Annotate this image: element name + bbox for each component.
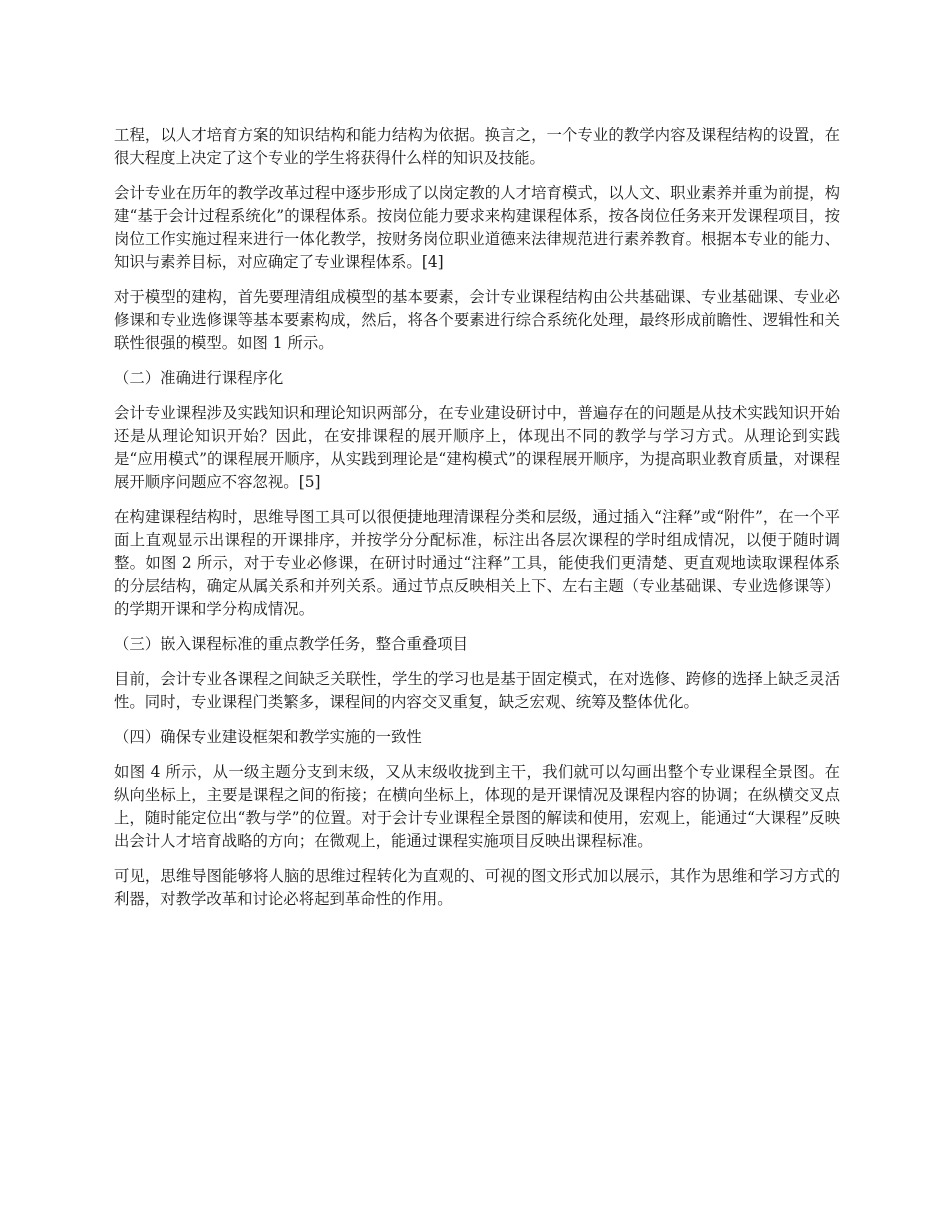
document-body xyxy=(114,124,840,923)
paragraph: 在构建课程结构时，思维导图工具可以很便捷地理清课程分类和层级，通过插入“注释”或“附件”，在一个平面上直观显示出课程的开课排序，并按学分分配标准，标注出各层次课程的学时组成情况，以便于随时调整。如图 2 所示，对于专业必修课，在研讨时通过“注释”工具，能使我们更清楚、更直观地读取课程体系的分层结构，确定从属关系和并列关系。通过节点反映相关上下、左右主题（专业基础课、专业选修课等）的学期开课和学分构成情况。 xyxy=(114,508,840,618)
section-heading: （三）嵌入课程标准的重点教学任务，整合重叠项目 xyxy=(114,635,468,653)
paragraph: 如图 4 所示，从一级主题分支到末级，又从末级收拢到主干，我们就可以勾画出整个专业课程全景图。在纵向坐标上，主要是课程之间的衔接；在横向坐标上，体现的是开课情况及课程内容的协调；在纵横交叉点上，随时能定位出“教与学”的位置。对于会计专业课程全景图的解读和使用，宏观上，能通过“大课程”反映出会计人才培育战略的方向；在微观上，能通过课程实施项目反映出课程标准。 xyxy=(114,763,840,850)
section-heading: （四）确保专业建设框架和教学实施的一致性 xyxy=(114,728,422,746)
paragraph: 目前，会计专业各课程之间缺乏关联性，学生的学习也是基于固定模式，在对选修、跨修的选择上缺乏灵活性。同时，专业课程门类繁多，课程间的内容交叉重复，缺乏宏观、统筹及整体优化。 xyxy=(114,670,840,711)
paragraph: 工程，以人才培育方案的知识结构和能力结构为依据。换言之，一个专业的教学内容及课程结构的设置，在很大程度上决定了这个专业的学生将获得什么样的知识及技能。 xyxy=(114,126,840,167)
paragraph: 会计专业在历年的教学改革过程中逐步形成了以岗定教的人才培育模式，以人文、职业素养并重为前提，构建“基于会计过程系统化”的课程体系。按岗位能力要求来构建课程体系，按各岗位任务来开发课程项目，按岗位工作实施过程来进行一体化教学，按财务岗位职业道德来法律规范进行素养教育。根据本专业的能力、知识与素养目标，对应确定了专业课程体系。[4] xyxy=(114,184,840,271)
paragraph: 对于模型的建构，首先要理清组成模型的基本要素，会计专业课程结构由公共基础课、专业基础课、专业必修课和专业选修课等基本要素构成，然后，将各个要素进行综合系统化处理，最终形成前瞻性、逻辑性和关联性很强的模型。如图 1 所示。 xyxy=(114,288,840,352)
paragraph: 可见，思维导图能够将人脑的思维过程转化为直观的、可视的图文形式加以展示，其作为思维和学习方式的利器，对教学改革和讨论必将起到革命性的作用。 xyxy=(114,867,840,908)
paragraph: 会计专业课程涉及实践知识和理论知识两部分，在专业建设研讨中，普遍存在的问题是从技术实践知识开始还是从理论知识开始？因此，在安排课程的展开顺序上，体现出不同的教学与学习方式。从理论到实践是“应用模式”的课程展开顺序，从实践到理论是“建构模式”的课程展开顺序，为提高职业教育质量，对课程展开顺序问题应不容忽视。[5] xyxy=(114,404,840,491)
section-heading: （二）准确进行课程序化 xyxy=(114,369,284,387)
